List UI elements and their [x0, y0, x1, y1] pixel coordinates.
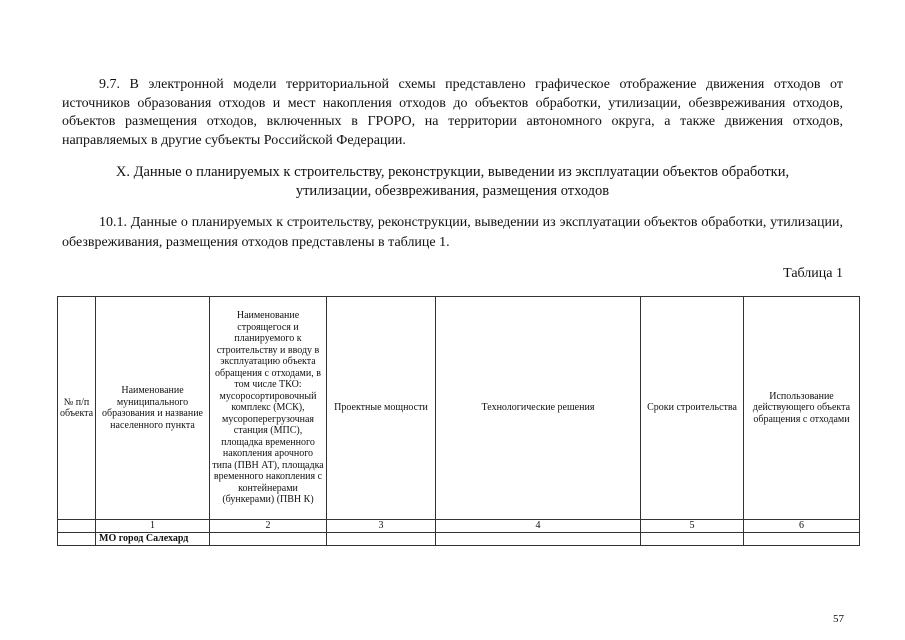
table-group-row [58, 532, 860, 545]
column-header: Технологические решения [436, 297, 641, 520]
column-number: 3 [327, 520, 436, 533]
table-cell [641, 532, 744, 545]
page-number: 57 [833, 613, 844, 625]
column-number: 5 [641, 520, 744, 533]
table-cell [744, 532, 860, 545]
section-heading-line-2: утилизации, обезвреживания, размещения отходов [295, 182, 610, 199]
paragraph-9-7: 9.7. В электронной модели территориальной схемы представлено графическое отображение движения отходов от источников образования отходов и мест накопления отходов до объектов обработки, утилизации, обезвреживания отходов, объектов размещения отходов, включенных в ГРОРО, на территории автономного округа, а также движения отходов, направляемых в другие субъекты Российской Федерации. [62, 77, 843, 148]
column-number [58, 520, 96, 533]
data-table [57, 296, 860, 546]
table-cell [58, 532, 96, 545]
group-name-cell: МО город Салехард [96, 532, 210, 545]
table-header-row [58, 297, 860, 520]
table-cell [327, 532, 436, 545]
section-heading [62, 163, 843, 200]
section-heading-line-1: X. Данные о планируемых к строительству, реконструкции, выведении из эксплуатации объектов обработки, [115, 164, 790, 180]
column-header: Проектные мощности [327, 297, 436, 520]
column-number: 1 [96, 520, 210, 533]
column-number: 6 [744, 520, 860, 533]
column-number: 2 [210, 520, 327, 533]
column-number-row [58, 520, 860, 533]
column-header: Сроки строительства [641, 297, 744, 520]
column-header: Использование действующего объекта обращения с отходами [744, 297, 860, 520]
column-number: 4 [436, 520, 641, 533]
table-cell [210, 532, 327, 545]
column-header: № п/п объекта [58, 297, 96, 520]
table-caption: Таблица 1 [783, 266, 843, 281]
column-header: Наименование строящегося и планируемого к строительству и вводу в эксплуатацию объекта обращения с отходами, в том числе ТКО: мусоросортировочный комплекс (МСК), мусороперегрузочная станция (МПС), площадка временного накопления арочного типа (ПВН АТ), площадка временного накопления с контейнерами (бункерами) (ПВН К) [210, 297, 327, 520]
paragraph-10-1: 10.1. Данные о планируемых к строительству, реконструкции, выведении из эксплуатации объектов обработки, утилизации, обезвреживания, размещения отходов представлены в таблице 1. [62, 215, 843, 250]
table-cell [436, 532, 641, 545]
column-header: Наименование муниципального образования и название населенного пункта [96, 297, 210, 520]
